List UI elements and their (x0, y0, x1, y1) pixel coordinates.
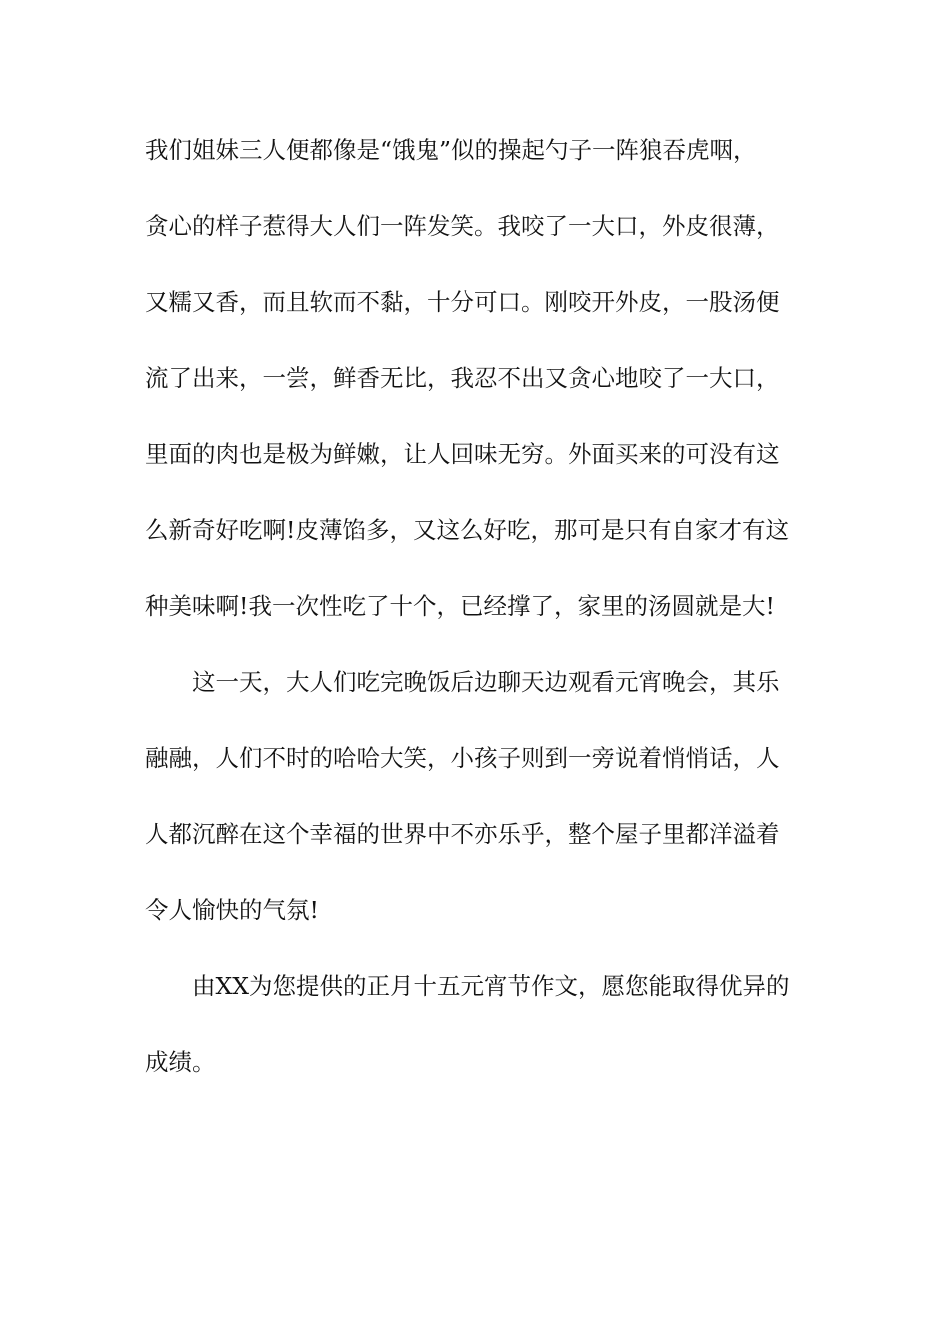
text-line: 里面的肉也是极为鲜嫩，让人回味无穷。外面买来的可没有这 (145, 440, 780, 468)
text-line: 我们姐妹三人便都像是“饿鬼”似的操起勺子一阵狼吞虎咽， (145, 136, 757, 164)
text-line: 又糯又香，而且软而不黏，十分可口。刚咬开外皮，一股汤便 (145, 288, 780, 316)
text-line: 种美味啊!我一次性吃了十个，已经撑了，家里的汤圆就是大! (145, 592, 775, 620)
text-line: 贪心的样子惹得大人们一阵发笑。我咬了一大口，外皮很薄， (145, 212, 780, 240)
text-line: 融融，人们不时的哈哈大笑，小孩子则到一旁说着悄悄话，人 (145, 744, 780, 772)
text-line: 流了出来，一尝，鲜香无比，我忍不出又贪心地咬了一大口， (145, 364, 780, 392)
paragraph-first-line: 这一天，大人们吃完晚饭后边聊天边观看元宵晚会，其乐 (192, 668, 780, 696)
text-line: 么新奇好吃啊!皮薄馅多，又这么好吃，那可是只有自家才有这 (145, 516, 789, 544)
paragraph-first-line: 由XX为您提供的正月十五元宵节作文，愿您能取得优异的 (192, 972, 790, 1000)
text-line: 令人愉快的气氛! (145, 896, 319, 924)
text-line: 成绩。 (145, 1048, 216, 1076)
document-body (145, 128, 810, 1116)
text-line: 人都沉醉在这个幸福的世界中不亦乐乎，整个屋子里都洋溢着 (145, 820, 780, 848)
